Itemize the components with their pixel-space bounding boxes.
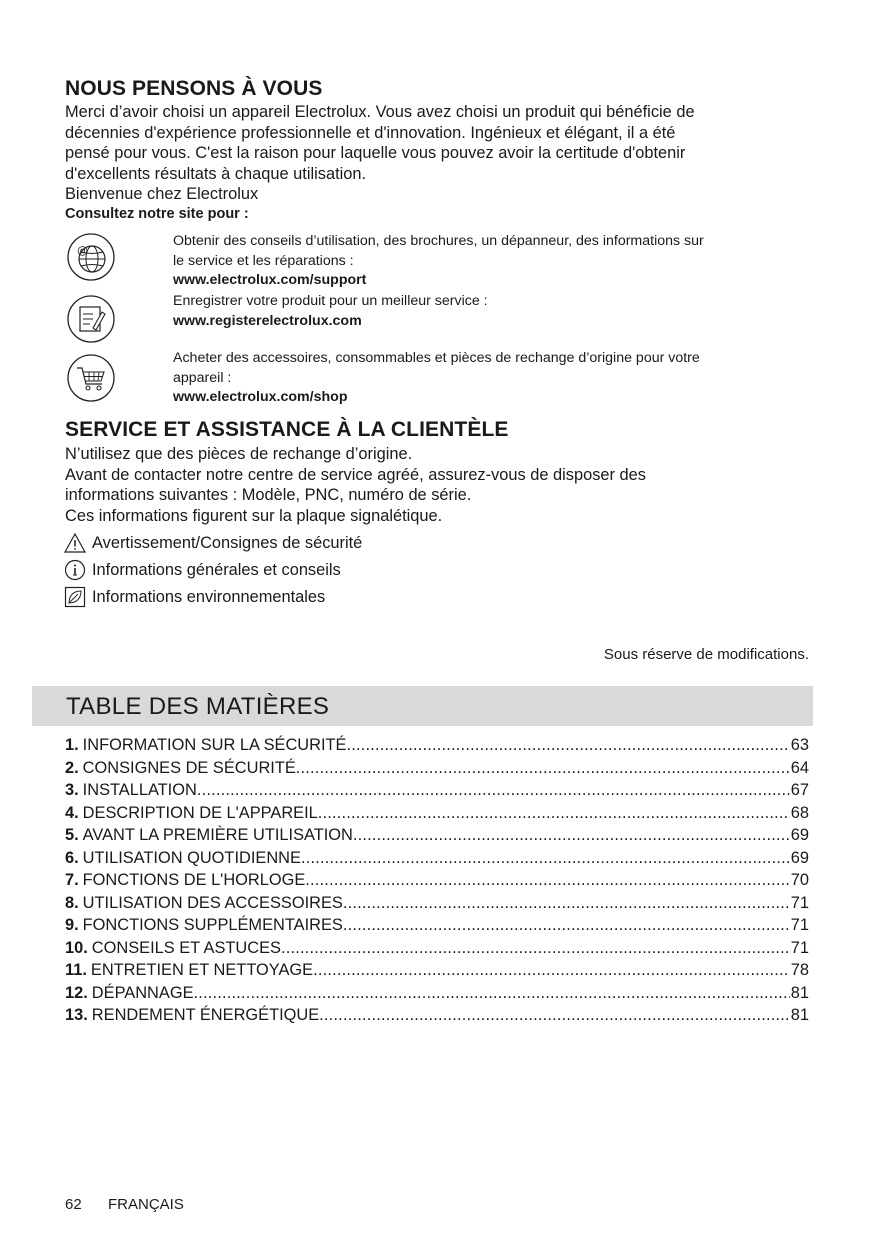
intro-line: pensé pour vous. C'est la raison pour laquelle vous pouvez avoir la certitude d'obtenir [65, 144, 686, 162]
toc-entry[interactable] [65, 939, 809, 962]
legend-item [64, 532, 362, 554]
toc-label: INFORMATION SUR LA SÉCURITÉ [82, 736, 347, 754]
toc-leader [305, 871, 789, 890]
toc-number: 5. [65, 826, 79, 844]
page-number: 62 [65, 1196, 82, 1213]
toc-leader [353, 826, 790, 845]
toc-entry[interactable] [65, 804, 809, 827]
toc-page: 81 [790, 983, 809, 1002]
toc-leader [319, 1006, 790, 1025]
link-desc: Enregistrer votre produit pour un meilleur service : [173, 293, 488, 309]
toc-number: 8. [65, 893, 79, 912]
toc-label: INSTALLATION [82, 781, 197, 799]
toc-entry[interactable] [65, 984, 809, 1007]
legend-label: Informations environnementales [92, 587, 326, 606]
toc-page: 81 [790, 1006, 809, 1024]
svg-text:@: @ [77, 244, 88, 257]
link-register [173, 292, 813, 331]
toc-leader [346, 736, 789, 755]
toc-entry[interactable] [65, 871, 809, 894]
legend-item [64, 559, 362, 581]
toc-page: 63 [790, 736, 809, 754]
toc-page: 67 [790, 781, 809, 799]
toc-number: 11. [65, 961, 87, 979]
link-desc: Obtenir des conseils d’utilisation, des brochures, un dépanneur, des informations sur [173, 233, 704, 249]
shop-url-link[interactable]: www.electrolux.com/shop [173, 389, 348, 405]
toc-label: ENTRETIEN ET NETTOYAGE [90, 961, 314, 979]
reserve-note: Sous réserve de modifications. [603, 646, 809, 663]
toc-leader [194, 984, 790, 1003]
legend-label: Informations générales et conseils [92, 560, 341, 579]
toc-label: CONSEILS ET ASTUCES [91, 938, 281, 957]
toc-number: 6. [65, 848, 79, 867]
service-line: Ces informations figurent sur la plaque signalétique. [65, 506, 443, 525]
toc-page: 64 [790, 758, 809, 777]
toc-label: RENDEMENT ÉNERGÉTIQUE [91, 1006, 320, 1024]
link-support [173, 232, 813, 291]
toc-entry[interactable] [65, 849, 809, 872]
toc-entry[interactable] [65, 826, 809, 849]
toc-number: 9. [65, 916, 79, 934]
legend-item [64, 586, 362, 608]
toc-leader [313, 961, 790, 980]
toc-number: 7. [65, 871, 79, 889]
link-desc: le service et les réparations : [173, 252, 354, 269]
toc-label: FONCTIONS SUPPLÉMENTAIRES [82, 916, 343, 934]
toc-entry[interactable] [65, 736, 809, 759]
toc-number: 3. [65, 781, 79, 799]
toc-number: 1. [65, 736, 79, 754]
toc-number: 13. [65, 1006, 88, 1024]
legend-label: Avertissement/Consignes de sécurité [92, 533, 363, 552]
toc-number: 2. [65, 758, 79, 777]
register-url-link[interactable]: www.registerelectrolux.com [173, 312, 362, 329]
toc-entry[interactable] [65, 759, 809, 782]
toc-label: UTILISATION QUOTIDIENNE [82, 848, 301, 867]
toc-label: AVANT LA PREMIÈRE UTILISATION [82, 826, 353, 844]
leaf-square-icon [64, 586, 86, 608]
toc-page: 71 [790, 893, 809, 912]
toc-leader [343, 894, 790, 913]
toc-label: DESCRIPTION DE L'APPAREIL [82, 803, 318, 822]
shopping-cart-icon [66, 353, 116, 403]
toc-page: 71 [790, 938, 809, 957]
toc-label: FONCTIONS DE L'HORLOGE [82, 871, 306, 889]
service-heading: SERVICE ET ASSISTANCE À LA CLIENTÈLE [65, 418, 509, 441]
toc-page: 69 [790, 826, 809, 844]
toc-leader [296, 759, 790, 778]
intro-heading: NOUS PENSONS À VOUS [65, 77, 323, 100]
service-line: Avant de contacter notre centre de service agréé, assurez-vous de disposer des [65, 465, 646, 484]
toc-title: TABLE DES MATIÈRES [66, 693, 330, 720]
toc-leader [197, 781, 790, 800]
toc-header [32, 686, 813, 726]
toc-leader [343, 916, 790, 935]
intro-line: décennies d'expérience professionnelle et d'innovation. Ingénieux et élégant, il a été [65, 123, 676, 142]
site-label: Consultez notre site pour : [65, 206, 249, 222]
toc-leader [301, 849, 790, 868]
service-text [65, 444, 825, 526]
toc-page: 78 [790, 961, 809, 979]
footer-language: FRANÇAIS [108, 1196, 184, 1213]
toc-label: UTILISATION DES ACCESSOIRES [82, 893, 343, 912]
service-line: N’utilisez que des pièces de rechange d’origine. [65, 445, 413, 463]
toc-label: DÉPANNAGE [91, 983, 194, 1002]
table-of-contents [65, 736, 809, 1029]
intro-text [65, 102, 825, 205]
toc-number: 12. [65, 983, 88, 1002]
toc-leader [318, 804, 790, 823]
link-desc: Acheter des accessoires, consommables et pièces de rechange d’origine pour votre [173, 350, 700, 366]
globe-at-icon [66, 232, 116, 282]
toc-number: 4. [65, 803, 79, 822]
toc-label: CONSIGNES DE SÉCURITÉ [82, 758, 296, 777]
info-circle-icon [64, 559, 86, 581]
service-line: informations suivantes : Modèle, PNC, numéro de série. [65, 486, 472, 504]
toc-page: 70 [790, 871, 809, 889]
toc-entry[interactable] [65, 961, 809, 984]
toc-entry[interactable] [65, 1006, 809, 1029]
link-desc: appareil : [173, 369, 232, 386]
toc-leader [281, 939, 790, 958]
toc-page: 69 [790, 848, 809, 867]
register-notepad-icon [66, 294, 116, 344]
toc-entry[interactable] [65, 894, 809, 917]
toc-entry[interactable] [65, 781, 809, 804]
link-shop [173, 349, 813, 408]
intro-line: Merci d’avoir choisi un appareil Electrolux. Vous avez choisi un produit qui bénéficie de [65, 103, 695, 121]
intro-line: d'excellents résultats à chaque utilisation. [65, 164, 367, 183]
toc-number: 10. [65, 938, 88, 957]
support-url-link[interactable]: www.electrolux.com/support [173, 272, 367, 288]
intro-line: Bienvenue chez Electrolux [65, 185, 259, 203]
toc-page: 71 [790, 916, 809, 934]
warning-triangle-icon [64, 532, 86, 554]
toc-entry[interactable] [65, 916, 809, 939]
toc-page: 68 [790, 803, 809, 822]
symbol-legend [64, 532, 362, 608]
